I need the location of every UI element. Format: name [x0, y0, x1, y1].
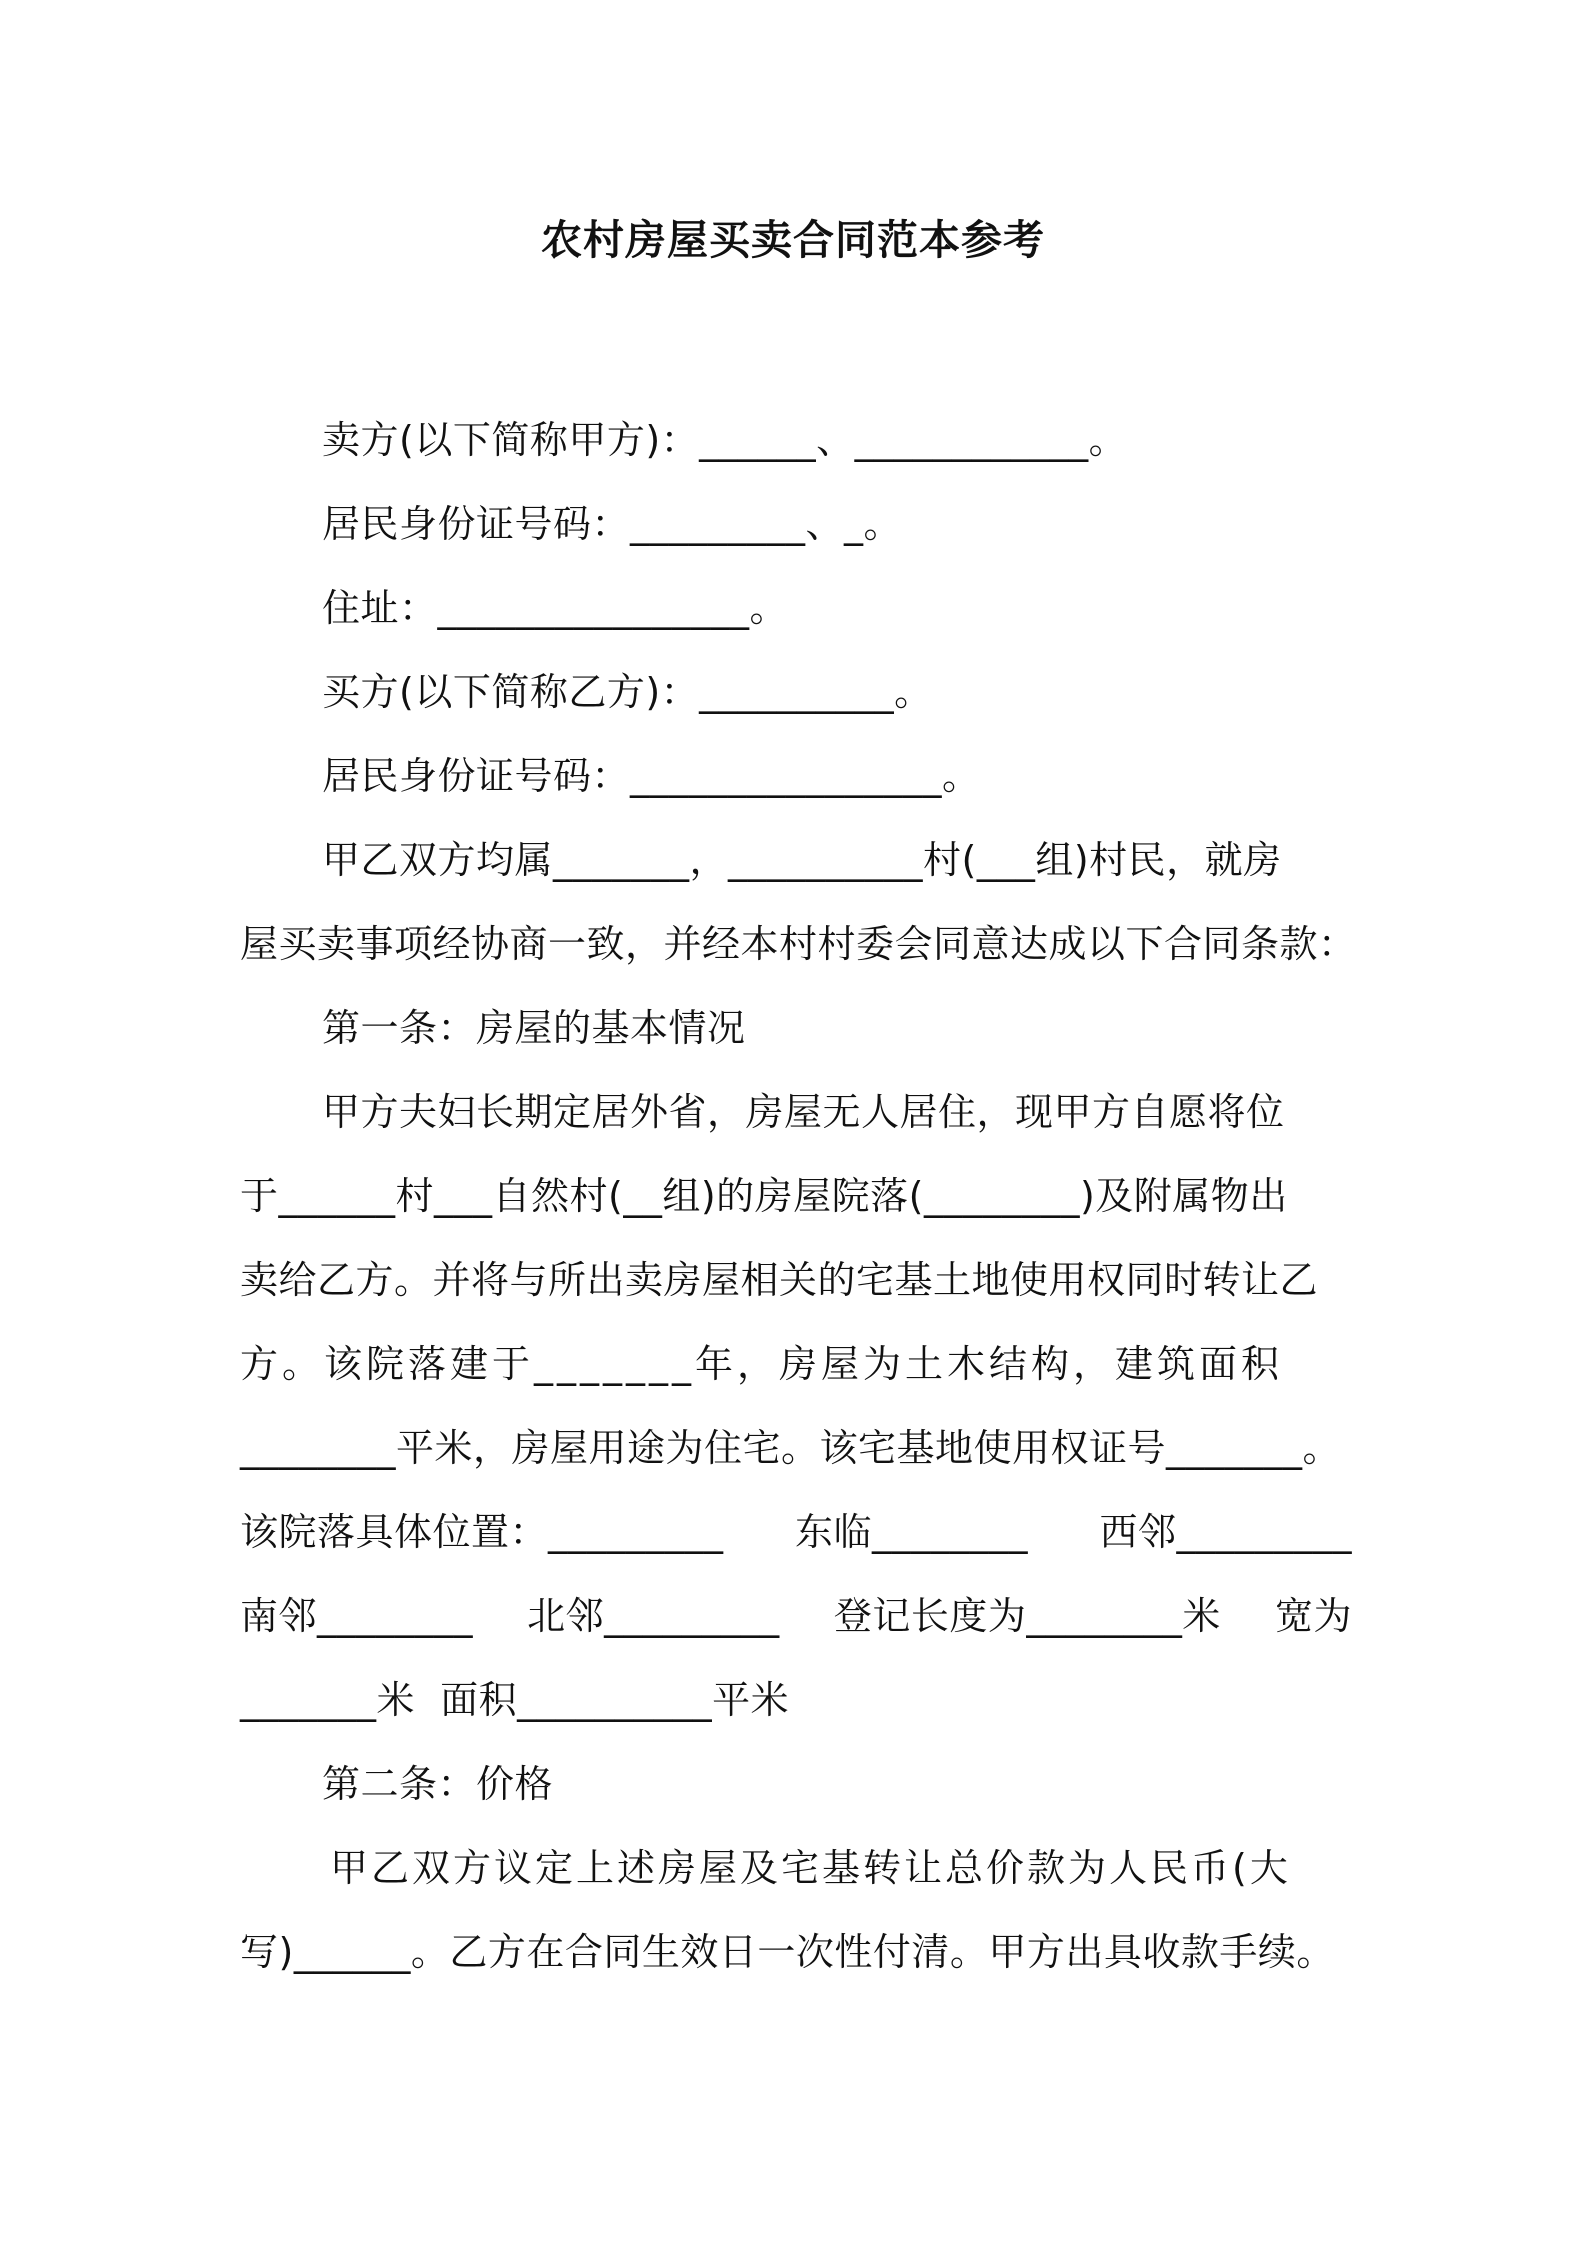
position-field: 该院落具体位置：_________ [240, 1510, 724, 1554]
seller-id-line: 居民身份证号码：_________、_。 [322, 502, 903, 546]
document-title: 农村房屋买卖合同范本参考 [541, 216, 1045, 264]
intro-line-1: 甲乙双方均属_______，__________村(___组)村民，就房 [322, 838, 1282, 882]
article1-line-8: _______米 面积__________平米 [240, 1678, 790, 1722]
article1-line-4: 方。该院落建于_______年，房屋为土木结构，建筑面积 [240, 1342, 1284, 1386]
intro-line-2: 屋买卖事项经协商一致，并经本村村委会同意达成以下合同条款： [240, 922, 1357, 966]
article2-line-1: 甲乙双方议定上述房屋及宅基转让总价款为人民币(大 [330, 1846, 1291, 1890]
buyer-line: 买方(以下简称乙方)：__________。 [322, 670, 933, 714]
article2-heading: 第二条：价格 [322, 1762, 554, 1806]
length-field: 登记长度为________米 [833, 1594, 1221, 1638]
article1-line-6 [240, 1506, 1352, 1558]
seller-line: 卖方(以下简称甲方)：______、____________。 [322, 418, 1128, 462]
article1-line-7 [240, 1590, 1352, 1642]
article2-line-2: 写)______。乙方在合同生效日一次性付清。甲方出具收款手续。 [240, 1930, 1335, 1974]
article1-line-2: 于______村___自然村(__组)的房屋院落(________)及附属物出 [240, 1174, 1288, 1218]
article1-line-5: ________平米，房屋用途为住宅。该宅基地使用权证号_______。 [240, 1426, 1342, 1470]
article1-line-1: 甲方夫妇长期定居外省，房屋无人居住，现甲方自愿将位 [322, 1090, 1285, 1134]
article1-heading: 第一条：房屋的基本情况 [322, 1006, 746, 1050]
article1-line-3: 卖给乙方。并将与所出卖房屋相关的宅基土地使用权同时转让乙 [240, 1258, 1319, 1302]
width-label: 宽为 [1274, 1594, 1352, 1638]
address-line: 住址：________________。 [322, 586, 789, 630]
east-neighbor-field: 东临________ [794, 1510, 1028, 1554]
west-neighbor-field: 西邻_________ [1099, 1510, 1352, 1554]
buyer-id-line: 居民身份证号码：________________。 [322, 754, 981, 798]
north-neighbor-field: 北邻_________ [527, 1594, 780, 1638]
south-neighbor-field: 南邻________ [240, 1594, 474, 1638]
